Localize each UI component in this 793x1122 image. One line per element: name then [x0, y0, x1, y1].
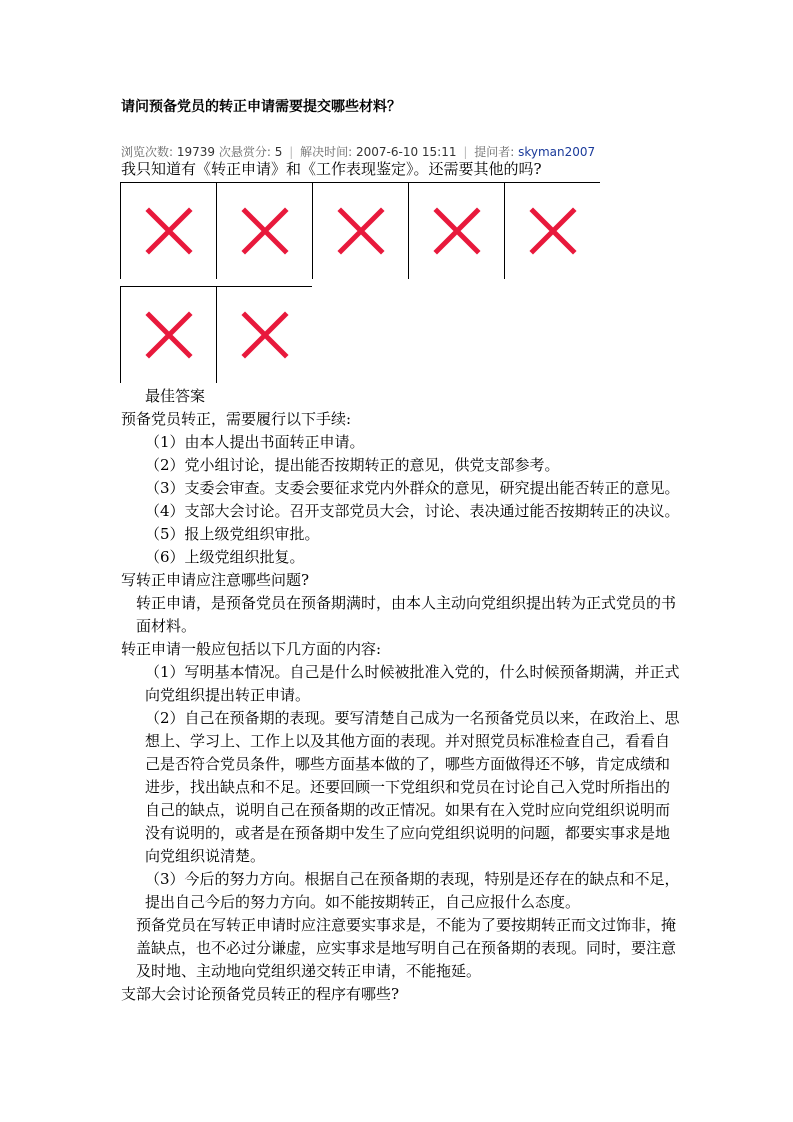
- answer-paragraph: （1）写明基本情况。自己是什么时候被批准入党的，什么时候预备期满，并正式向党组织提出转正申请。: [145, 663, 680, 704]
- meta-separator: |: [289, 145, 294, 159]
- views-count: 19739: [176, 145, 216, 159]
- meta-separator: |: [463, 145, 468, 159]
- answer-subheading: 支部大会讨论预备党员转正的程序有哪些?: [121, 985, 400, 1003]
- broken-image-placeholder: [120, 287, 216, 383]
- broken-image-x-icon: [433, 207, 481, 255]
- answer-section: [121, 385, 681, 1006]
- broken-image-x-icon: [145, 311, 193, 359]
- broken-image-x-icon: [145, 207, 193, 255]
- broken-image-row: [120, 182, 600, 279]
- asker-label: 提问者:: [474, 145, 515, 159]
- answer-paragraph: 预备党员转正，需要履行以下手续:: [121, 410, 352, 428]
- reward-value: 5: [274, 145, 283, 159]
- answer-paragraph: 转正申请一般应包括以下几方面的内容:: [121, 640, 382, 658]
- answer-subheading: 写转正申请应注意哪些问题?: [121, 571, 310, 589]
- broken-image-placeholder: [120, 183, 216, 279]
- broken-image-x-icon: [529, 207, 577, 255]
- broken-image-row: [120, 286, 312, 383]
- best-answer-heading: 最佳答案: [145, 387, 206, 405]
- broken-image-placeholder: [504, 183, 600, 279]
- solved-label: 解决时间:: [300, 145, 353, 159]
- answer-paragraph: （5）报上级党组织审批。: [145, 525, 320, 543]
- broken-image-placeholder: [216, 183, 312, 279]
- asker-link[interactable]: skyman2007: [518, 145, 596, 159]
- answer-paragraph: 预备党员在写转正申请时应注意要实事求是，不能为了要按期转正而文过饰非，掩盖缺点，也不必过分谦虚，应实事求是地写明自己在预备期的表现。同时，要注意及时地、主动地向党组织递交转正申请，不能拖延。: [136, 916, 677, 980]
- answer-paragraph: （1）由本人提出书面转正申请。: [145, 433, 365, 451]
- broken-image-placeholder: [408, 183, 504, 279]
- broken-image-placeholder: [216, 287, 312, 383]
- answer-paragraph: （3）支委会审查。支委会要征求党内外群众的意见，研究提出能否转正的意见。: [145, 479, 680, 497]
- answer-paragraph: （2）党小组讨论，提出能否按期转正的意见，供党支部参考。: [145, 456, 560, 474]
- broken-image-x-icon: [241, 311, 289, 359]
- answer-paragraph: （6）上级党组织批复。: [145, 548, 305, 566]
- broken-image-x-icon: [337, 207, 385, 255]
- answer-paragraph: （4）支部大会讨论。召开支部党员大会，讨论、表决通过能否按期转正的决议。: [145, 502, 680, 520]
- answer-paragraph: （3）今后的努力方向。根据自己在预备期的表现，特别是还存在的缺点和不足，提出自己今后的努力方向。如不能按期转正，自己应报什么态度。: [145, 870, 680, 911]
- reward-label: 次悬赏分:: [218, 145, 271, 159]
- answer-paragraph: （2）自己在预备期的表现。要写清楚自己成为一名预备党员以来，在政治上、思想上、学习上、工作上以及其他方面的表现。并对照党员标准检查自己，看看自己是否符合党员条件，哪些方面基本做的了，哪些方面做得还不够，肯定成绩和进步，找出缺点和不足。还要回顾一下党组织和党员在讨论自己入党时所指出的自己的缺点，说明自己在预备期的改正情况。如果有在入党时应向党组织说明而没有说明的，或者是在预备期中发生了应向党组织说明的问题，都要实事求是地向党组织说清楚。: [145, 709, 680, 865]
- broken-image-placeholder: [312, 183, 408, 279]
- question-title: 请问预备党员的转正申请需要提交哪些材料？: [121, 99, 401, 115]
- answer-paragraph: 转正申请，是预备党员在预备期满时，由本人主动向党组织提出转为正式党员的书面材料。: [136, 594, 677, 635]
- broken-image-x-icon: [241, 207, 289, 255]
- views-label: 浏览次数:: [121, 145, 174, 159]
- question-body: 我只知道有《转正申请》和《工作表现鉴定》。还需要其他的吗?: [121, 160, 542, 178]
- solved-time: 2007-6-10 15:11: [355, 145, 457, 159]
